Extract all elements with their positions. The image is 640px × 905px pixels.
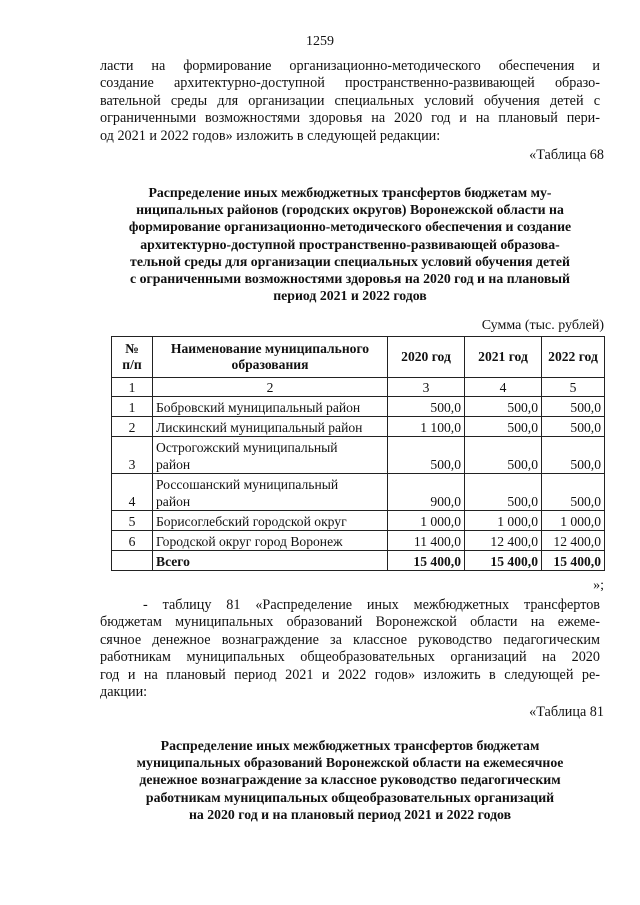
header-num (112, 337, 153, 378)
row-value-2021: 500,0 (465, 397, 542, 417)
row-name: Лискинский муниципальный район (153, 417, 388, 437)
row-name-line: район (156, 494, 191, 509)
table-total-row (112, 551, 605, 571)
header-name (153, 337, 388, 378)
paragraph-line: работникам муниципальных общеобразовательных организаций на 2020 (100, 649, 600, 666)
row-num: 6 (112, 531, 153, 551)
row-name: Городской округ город Воронеж (153, 531, 388, 551)
total-value-2021: 15 400,0 (465, 551, 542, 571)
row-value-2022: 500,0 (542, 437, 605, 474)
heading-line: тельной среды для организации специальных условий обучения детей (130, 253, 570, 269)
table-header-row (112, 337, 605, 378)
row-value-2020: 1 000,0 (388, 511, 465, 531)
paragraph-line: вательной среды для организации специальных условий обучения детей с (100, 92, 600, 109)
heading-line: формирование организационно-методического обеспечения и создание (128, 219, 572, 235)
row-name-line: Острогожский муниципальный (156, 440, 338, 455)
header-2020: 2020 год (388, 337, 465, 378)
row-value-2022: 500,0 (542, 417, 605, 437)
paragraph-line: сячное денежное вознаграждение за классное руководство педагогическим (100, 631, 600, 648)
heading-line: с ограниченными возможностями здоровья на 2020 год и на плановый (130, 271, 570, 287)
row-num: 2 (112, 417, 153, 437)
header-num-line: п/п (122, 357, 142, 372)
table-68-heading (100, 184, 600, 304)
heading-line: Распределение иных межбюджетных трансфертов бюджетам му- (148, 185, 552, 200)
header-num-line: № (125, 341, 139, 356)
table-68-label: «Таблица 68 (529, 147, 604, 163)
table-row (112, 531, 605, 551)
table-81-heading (100, 737, 600, 823)
column-number-row (112, 378, 605, 397)
header-2022: 2022 год (542, 337, 605, 378)
row-value-2020: 500,0 (388, 437, 465, 474)
row-value-2021: 1 000,0 (465, 511, 542, 531)
heading-line: муниципальных образований Воронежской области на ежемесячное (136, 755, 564, 771)
table-row (112, 397, 605, 417)
row-value-2020: 11 400,0 (388, 531, 465, 551)
column-number: 1 (112, 378, 153, 397)
row-value-2021: 500,0 (465, 417, 542, 437)
row-name: Борисоглебский городской округ (153, 511, 388, 531)
table-row (112, 437, 605, 474)
row-num: 1 (112, 397, 153, 417)
paragraph-line: - таблицу 81 «Распределение иных межбюджетных трансфертов (143, 597, 600, 613)
row-value-2021: 500,0 (465, 437, 542, 474)
total-value-2022: 15 400,0 (542, 551, 605, 571)
row-name-line: район (156, 457, 191, 472)
header-2021: 2021 год (465, 337, 542, 378)
header-name-line: Наименование муниципального (170, 341, 370, 356)
row-name: Бобровский муниципальный район (153, 397, 388, 417)
paragraph-line: бюджетам муниципальных образований Воронежской области на ежеме- (100, 614, 600, 631)
row-name (153, 437, 388, 474)
header-name-line: образования (231, 357, 309, 372)
column-number: 4 (465, 378, 542, 397)
row-value-2021: 12 400,0 (465, 531, 542, 551)
row-value-2022: 1 000,0 (542, 511, 605, 531)
table-row (112, 474, 605, 511)
paragraph-line: ласти на формирование организационно-методического обеспечения и (100, 58, 600, 74)
column-number: 3 (388, 378, 465, 397)
heading-line: ниципальных районов (городских округов) Воронежской области на (136, 202, 564, 218)
row-value-2021: 500,0 (465, 474, 542, 511)
table-row (112, 511, 605, 531)
table-row (112, 417, 605, 437)
total-label: Всего (153, 551, 388, 571)
paragraph-line: од 2021 и 2022 годов» изложить в следующей редакции: (100, 127, 441, 144)
heading-line: на 2020 год и на плановый период 2021 и 2022 годов (188, 806, 512, 822)
table-closing-quote: »; (593, 578, 604, 593)
total-num-cell (112, 551, 153, 571)
row-num: 5 (112, 511, 153, 531)
sum-units-label: Сумма (тыс. рублей) (481, 318, 604, 333)
row-value-2022: 12 400,0 (542, 531, 605, 551)
transfers-table (111, 336, 605, 571)
row-name-line: Россошанский муниципальный (156, 477, 339, 492)
row-name (153, 474, 388, 511)
paragraph-line: ограниченными возможностями здоровья на 2020 год и на плановый пери- (100, 110, 600, 127)
heading-line: архитектурно-доступной пространственно-развивающей образова- (140, 236, 560, 252)
row-value-2022: 500,0 (542, 474, 605, 511)
row-value-2020: 500,0 (388, 397, 465, 417)
column-number: 2 (153, 378, 388, 397)
row-num: 3 (112, 437, 153, 474)
table-81-label: «Таблица 81 (529, 704, 604, 720)
heading-line: Распределение иных межбюджетных трансфертов бюджетам (160, 738, 540, 753)
paragraph-line: создание архитектурно-доступной пространственно-развивающей образо- (100, 75, 600, 92)
paragraph-line: дакции: (100, 684, 148, 701)
page-number: 1259 (306, 34, 334, 49)
paragraph-line: год и на плановый период 2021 и 2022 годов» изложить в следующей ре- (100, 666, 600, 683)
row-value-2020: 900,0 (388, 474, 465, 511)
total-value-2020: 15 400,0 (388, 551, 465, 571)
row-num: 4 (112, 474, 153, 511)
intro-paragraph (100, 58, 600, 145)
heading-line: работникам муниципальных общеобразовательных организаций (145, 789, 555, 805)
column-number: 5 (542, 378, 605, 397)
row-value-2022: 500,0 (542, 397, 605, 417)
heading-line: период 2021 и 2022 годов (273, 288, 427, 304)
second-paragraph (100, 597, 600, 701)
row-value-2020: 1 100,0 (388, 417, 465, 437)
heading-line: денежное вознаграждение за классное руководство педагогическим (139, 772, 561, 788)
